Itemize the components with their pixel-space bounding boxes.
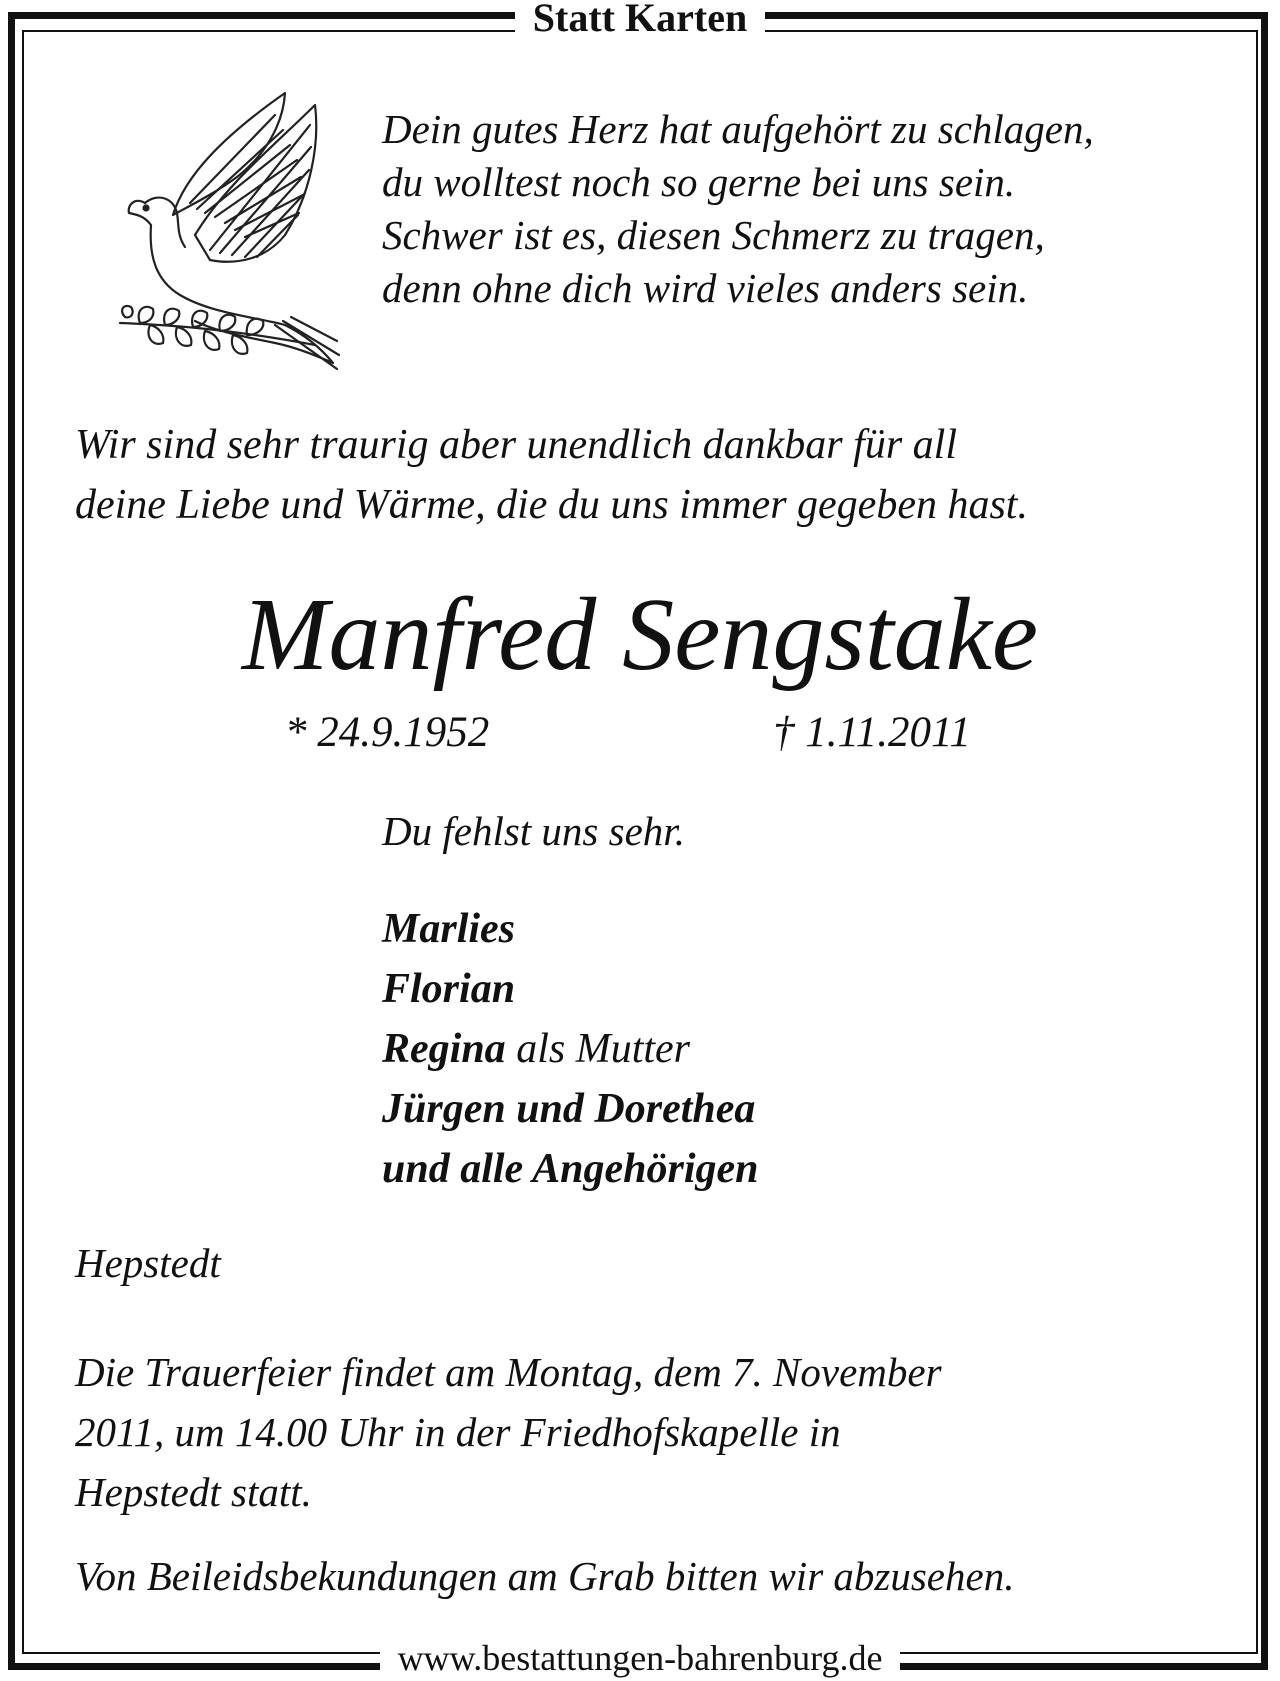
signer-name: Florian [382,966,516,1012]
service-line: Hepstedt statt. [75,1469,312,1515]
header-label [0,0,1280,40]
place-name: Hepstedt [75,1240,221,1286]
gratitude-block [75,415,1028,535]
signer-name: Regina [382,1026,506,1072]
signer-name: und alle Angehörigen [382,1146,759,1192]
poem-line: Dein gutes Herz hat aufgehört zu schlagen, [382,106,1094,152]
service-line: 2011, um 14.00 Uhr in der Friedhofskapelle in [75,1409,841,1455]
signer-item [382,1019,759,1079]
poem-line: du wolltest noch so gerne bei uns sein. [382,159,1016,205]
death-date: † 1.11.2011 [773,709,971,756]
signer-item [382,1079,759,1139]
gratitude-line: deine Liebe und Wärme, die du uns immer gegeben hast. [75,482,1028,528]
footer-url: www.bestattungen-bahrenburg.de [380,1636,901,1680]
footer-label [0,1636,1280,1680]
signers-list [382,899,759,1199]
birth-date: * 24.9.1952 [285,709,490,756]
signer-name: Marlies [382,906,516,952]
service-info [75,1342,942,1522]
dove-with-olive-branch-icon [115,85,345,375]
header-text: Statt Karten [515,0,765,40]
gratitude-line: Wir sind sehr traurig aber unendlich dankbar für all [75,422,957,468]
signer-item [382,959,759,1019]
poem-line: denn ohne dich wird vieles anders sein. [382,265,1029,311]
poem-block [382,103,1094,315]
signer-name: Jürgen und Dorethea [382,1086,756,1132]
condolence-note: Von Beileidsbekundungen am Grab bitten wir abzusehen. [75,1553,1015,1599]
signer-item [382,899,759,959]
signer-suffix: als Mutter [505,1026,691,1072]
poem-line: Schwer ist es, diesen Schmerz zu tragen, [382,212,1045,258]
miss-text: Du fehlst uns sehr. [382,808,685,854]
service-line: Die Trauerfeier findet am Montag, dem 7. November [75,1349,942,1395]
deceased-name: Manfred Sengstake [241,577,1039,692]
signer-item [382,1139,759,1199]
